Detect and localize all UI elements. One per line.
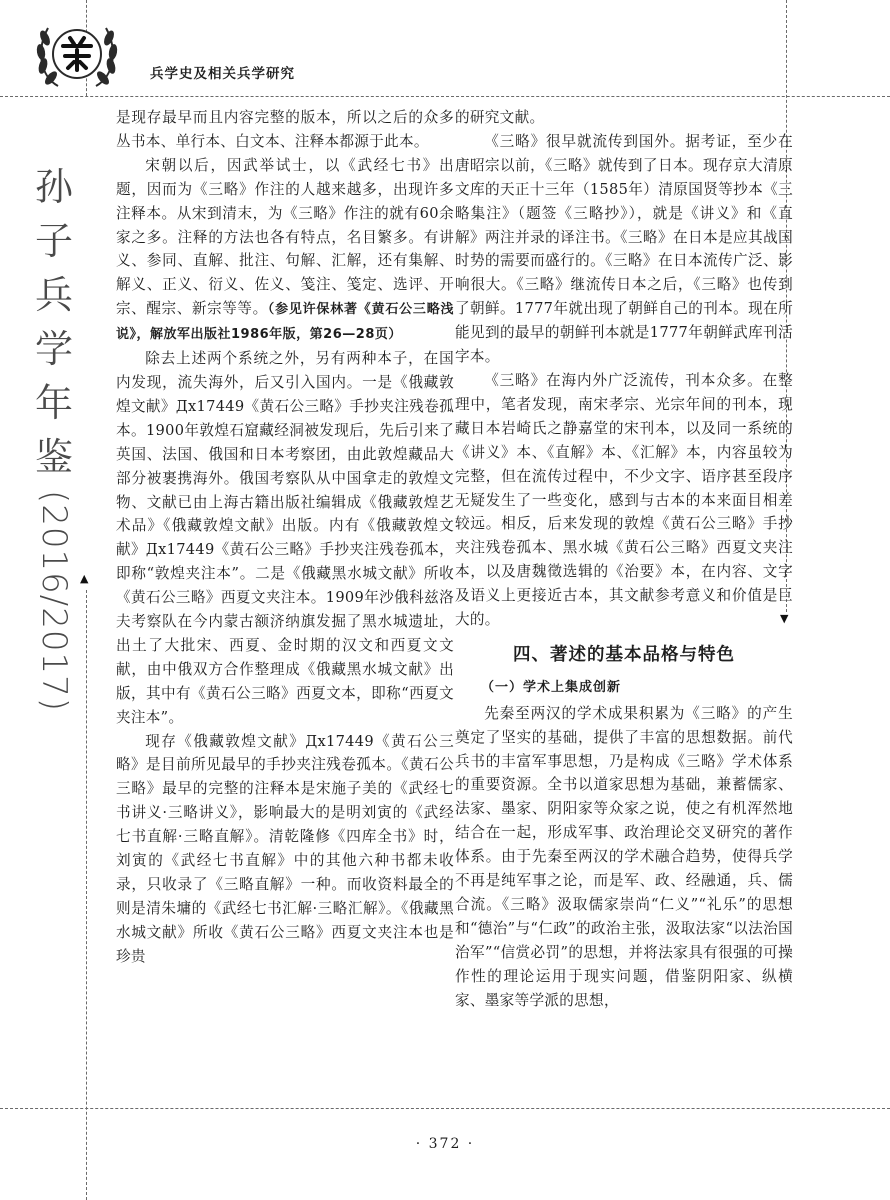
- side-title-char: 鉴: [34, 435, 73, 479]
- paragraph: 是现存最早而且内容完整的版本，所以之后的众多丛书本、单行本、白文本、注释本都源于此本。: [116, 109, 454, 150]
- side-title-char: 兵: [34, 273, 73, 317]
- section-heading: 四、著述的基本品格与特色: [513, 644, 735, 665]
- side-title-char: 子: [34, 219, 73, 263]
- laurel-wreath-icon: [18, 8, 136, 98]
- citation-note: （参见许保林著《黄石公三略浅说》，解放军出版社1986年版，第26—28页）: [116, 302, 454, 343]
- paragraph: [116, 154, 454, 347]
- right-text-column: [455, 106, 793, 1013]
- side-title-char: 年: [34, 381, 73, 425]
- page-number: · 372 ·: [415, 1136, 475, 1152]
- paragraph: 《三略》在海内外广泛流传，刊本众多。在整理中，笔者发现，南宋孝宗、光宗年间的刊本，现藏日本岩崎氏之静嘉堂的宋刊本，以及同一系统的《讲义》本、《直解》本、《汇解》本，内容虽较为完整，但在流传过程中，不少文字、语序甚至段序无疑发生了一些变化，感到与古本的本来面目相差较远。相反，后来发现的敦煌《黄石公三略》手抄夹注残卷孤本、黑水城《黄石公三略》西夏文夹注本，以及唐魏徵选辑的《治要》本，在内容、文字及语义上更接近古本，其文献参考意义和价值是巨大的。: [455, 371, 793, 629]
- paragraph: 除去上述两个系统之外，另有两种本子，在国内发现，流失海外，后又引入国内。一是《俄藏敦煌文献》Дх17449《黄石公三略》手抄夹注残卷孤本。1900年敦煌石窟藏经洞被发现后，先后引来了英国、法国、俄国和日本考察团，由此敦煌藏品大部分被裹携海外。俄国考察队从中国拿走的敦煌文物、文献已由上海古籍出版社编辑成《俄藏敦煌艺术品》《俄藏敦煌文献》出版。内有《俄藏敦煌文献》Дх17449《黄石公三略》手抄夹注残卷孤本，即称“敦煌夹注本”。二是《俄藏黑水城文献》所收《黄石公三略》西夏文夹注本。1909年沙俄科兹洛夫考察队在今内蒙古额济纳旗发掘了黑水城遗址，出土了大批宋、西夏、金时期的汉文和西夏文文献，由中俄双方合作整理成《俄藏黑水城文献》出版，其中有《黄石公三略》西夏文本，即称“西夏文夹注本”。: [116, 350, 454, 726]
- side-title-year: (2016/2017): [34, 490, 74, 713]
- gutter-line-left-lower: [86, 590, 87, 1200]
- paragraph-text: 宋朝以后，因武举试士，以《武经七书》出题，因而为《三略》作注的人越来越多，出现许多注释本。从宋到清末，为《三略》作注的就有60余家之多。注释的方法也各有特点，名目繁多。有讲义、参同、直解、批注、句解、汇解，还有集解、解义、正义、衍义、佐义、笺注、笺定、选评、开宗、醒宗、新宗等等。: [116, 156, 454, 318]
- running-head: 兵学史及相关兵学研究: [150, 66, 295, 82]
- side-title-char: 学: [34, 327, 73, 371]
- yearbook-side-title: [28, 160, 80, 712]
- side-title-char: 孙: [34, 165, 73, 209]
- paragraph: 先秦至两汉的学术成果积累为《三略》的产生奠定了坚实的基础，提供了丰富的思想数据。前代兵书的丰富军事思想，乃是构成《三略》学术体系的重要资源。全书以道家思想为基础，兼蓄儒家、法家、墨家、阴阳家等众家之说，使之有机浑然地结合在一起，形成军事、政治理论交叉研究的著作体系。由于先秦至两汉的学术融合趋势，使得兵学不再是纯军事之论，而是军、政、经融通，兵、儒合流。《三略》汲取儒家崇尚“仁义”“礼乐”的思想和“德治”与“仁政”的政治主张，汲取法家“以法治国治军”“信赏必罚”的思想，并将法家具有很强的可操作性的理论运用于现实问题，借鉴阴阳家、纵横家、墨家等学派的思想，: [455, 704, 793, 1009]
- left-text-column: [116, 106, 454, 969]
- yearbook-logo: [18, 8, 136, 98]
- paragraph: 的研究文献。: [455, 109, 545, 126]
- arrow-up-icon: ▲: [80, 572, 89, 585]
- footer-divider-line: [0, 1108, 890, 1109]
- arrow-down-icon: ▼: [780, 612, 789, 625]
- paragraph: 《三略》很早就流传到国外。据考证，至少在唐昭宗以前，《三略》就传到了日本。现存京大清原文库的天正十三年（1585年）清原国贤等抄本《三略集注》（题签《三略抄》），就是《讲义》和《直解》两注并录的译注书。《三略》在日本是应其战国时势的需要而盛行的。《三略》在日本流传广泛、影响很大。《三略》继流传日本之后，《三略》也传到了朝鲜。1777年就出现了朝鲜自己的刊本。现在所能见到的最早的朝鲜刊本就是1777年朝鲜武库刊活字本。: [455, 132, 793, 366]
- paragraph: 现存《俄藏敦煌文献》Дх17449《黄石公三略》是目前所见最早的手抄夹注残卷孤本。《黄石公三略》最早的完整的注释本是宋施子美的《武经七书讲义·三略讲义》，影响最大的是明刘寅的《武经七书直解·三略直解》。清乾隆修《四库全书》时，刘寅的《武经七书直解》中的其他六种书都未收录，只收录了《三略直解》一种。而收资料最全的则是清朱墉的《武经七书汇解·三略汇解》。《俄藏黑水城文献》所收《黄石公三略》西夏文夹注本也是珍贵: [116, 732, 454, 965]
- sub-heading: （一）学术上集成创新: [481, 679, 622, 695]
